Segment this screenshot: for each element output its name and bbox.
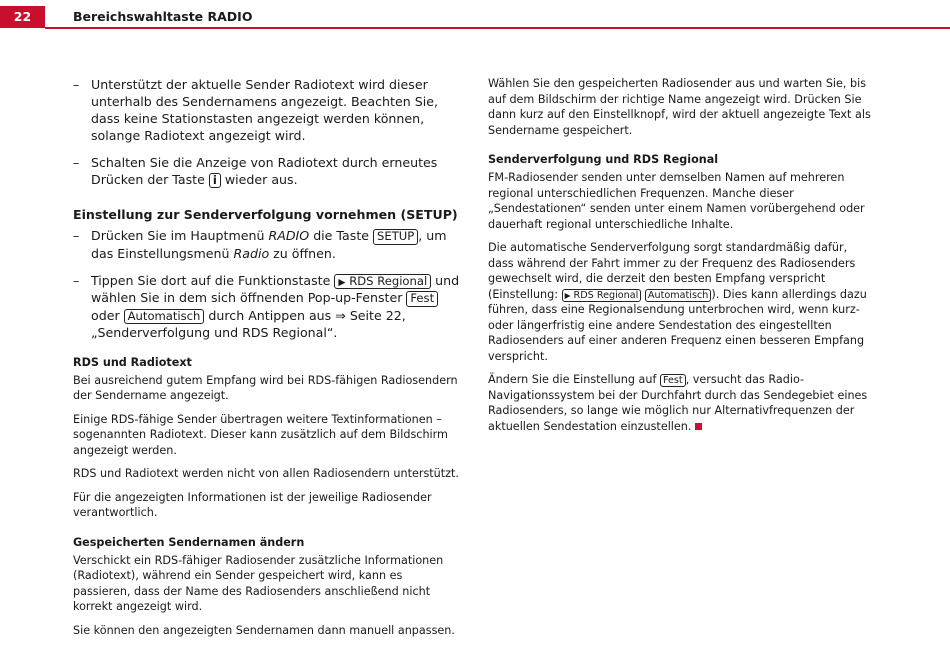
key-label: RDS Regional	[349, 273, 428, 288]
bullet-text: die Taste	[313, 228, 370, 244]
bullet-text: wieder aus.	[224, 172, 298, 187]
play-arrow-icon: ▶	[338, 276, 346, 288]
page-number: 22	[0, 6, 45, 28]
section-heading-rds: RDS und Radiotext	[73, 355, 192, 369]
bullet-text: , um das Einstellungsmenü	[91, 228, 447, 261]
page-header	[0, 0, 950, 29]
paragraph	[488, 240, 873, 364]
paragraph-text: Ändern Sie die Einstellung auf	[488, 373, 657, 386]
cross-reference-arrow-icon: ⇒	[335, 307, 346, 323]
bullet-text: und wählen Sie in dem sich öffnenden Pop-up-Fenster	[91, 272, 460, 306]
bullet-text: oder	[91, 307, 120, 323]
rds-regional-key	[334, 274, 431, 290]
list-item	[73, 272, 461, 341]
menu-name-radio: Radio	[233, 245, 270, 261]
list-item	[73, 227, 461, 261]
bullet-text: Tippen Sie dort auf die Funktionstaste	[91, 272, 331, 288]
list-item	[73, 76, 461, 144]
paragraph: Verschickt ein RDS-fähiger Radiosender zusätzliche Informationen (Radiotext), während ein Sender gespeichert wird, kann es passieren, dass der Name des Radiosenders anschließend nicht korrekt angezeigt wird.	[73, 553, 444, 614]
paragraph-text: ). Dies kann allerdings dazu führen, dass eine Regionalsendung unterbrochen wird, wenn kurz- oder längerfristig eine andere Sendestation des eingestellten Radiosenders auf einer anderen Frequenz einen besseren Empfang verspricht.	[488, 287, 867, 363]
rds-regional-key	[562, 289, 642, 302]
fest-key: Fest	[406, 291, 438, 306]
paragraph-text: Die automatische Senderverfolgung sorgt standardmäßig dafür, dass während der Fahrt immer zu der Frequenz des Radiosenders gewechselt wird, die derzeit den besten Empfang verspricht (Einstellung:	[488, 241, 856, 301]
paragraph-text: , versucht das Radio-Navigationssystem bei der Durchfahrt durch das Sendegebiet eines Radiosenders, so lange wie möglich nur Alternativfrequenzen der aktuellen Sendestation einzustellen.	[488, 373, 868, 433]
right-column	[488, 76, 873, 442]
automatisch-key: Automatisch	[645, 289, 711, 302]
section-heading-saved-names: Gespeicherten Sendernamen ändern	[73, 535, 305, 549]
section-heading-setup: Einstellung zur Senderverfolgung vornehmen (SETUP)	[73, 207, 458, 223]
bullet-text: Drücken Sie im Hauptmenü	[91, 228, 265, 244]
bullet-dash: –	[73, 272, 80, 288]
setup-key: SETUP	[373, 229, 418, 244]
bullet-text: durch Antippen aus	[208, 307, 332, 323]
bullet-text: Unterstützt der aktuelle Sender Radiotext wird dieser unterhalb des Sendernamens angezeigt. Beachten Sie, dass keine Stationstasten angezeigt werden können, solange Radiotext angezeigt wird.	[91, 77, 438, 143]
section-heading-tracking: Senderverfolgung und RDS Regional	[488, 153, 719, 166]
paragraph: Einige RDS-fähige Sender übertragen weitere Textinformationen – sogenannten Radiotext. Dieser kann zusätzlich auf dem Bildschirm angezeigt werden.	[73, 412, 448, 457]
bullet-text: Schalten Sie die Anzeige von Radiotext durch erneutes Drücken der Taste	[91, 155, 438, 187]
bullet-dash: –	[73, 228, 80, 244]
cross-reference-link[interactable]: Seite 22, „Senderverfolgung und RDS Regional“.	[91, 307, 406, 340]
section-end-square-icon	[695, 423, 702, 430]
bullet-dash: –	[73, 77, 80, 92]
paragraph: RDS und Radiotext werden nicht von allen Radiosendern unterstützt.	[73, 467, 459, 481]
fest-key: Fest	[660, 374, 686, 387]
left-column	[73, 76, 461, 646]
automatisch-key: Automatisch	[124, 309, 205, 324]
paragraph: Bei ausreichend gutem Empfang wird bei RDS-fähigen Radiosendern der Sendername angezeigt.	[73, 373, 458, 403]
bullet-dash: –	[73, 155, 80, 170]
paragraph	[488, 372, 873, 434]
play-arrow-icon: ▶	[564, 290, 571, 300]
paragraph: Wählen Sie den gespeicherten Radiosender aus und warten Sie, bis auf dem Bildschirm der richtige Name angezeigt wird. Drücken Sie dann kurz auf den Einstellknopf, wird der aktuell angezeigte Text als Sendername gespeichert.	[488, 77, 871, 137]
bullet-text: zu öffnen.	[273, 245, 336, 261]
menu-name-radio: RADIO	[268, 228, 310, 244]
paragraph: FM-Radiosender senden unter demselben Namen auf mehreren regional unterschiedlichen Frequenzen. Manche dieser „Sendestationen“ senden unter einem Namen vorübergehend oder dauerhaft regional unterschiedliche Inhalte.	[488, 171, 865, 231]
header-rule	[45, 27, 950, 29]
page-title: Bereichswahltaste RADIO	[73, 9, 253, 24]
paragraph: Sie können den angezeigten Sendernamen dann manuell anpassen.	[73, 623, 455, 637]
list-item	[73, 154, 461, 188]
key-label: RDS Regional	[573, 289, 639, 301]
info-key: i	[209, 173, 221, 188]
paragraph: Für die angezeigten Informationen ist der jeweilige Radiosender verantwortlich.	[73, 490, 432, 520]
